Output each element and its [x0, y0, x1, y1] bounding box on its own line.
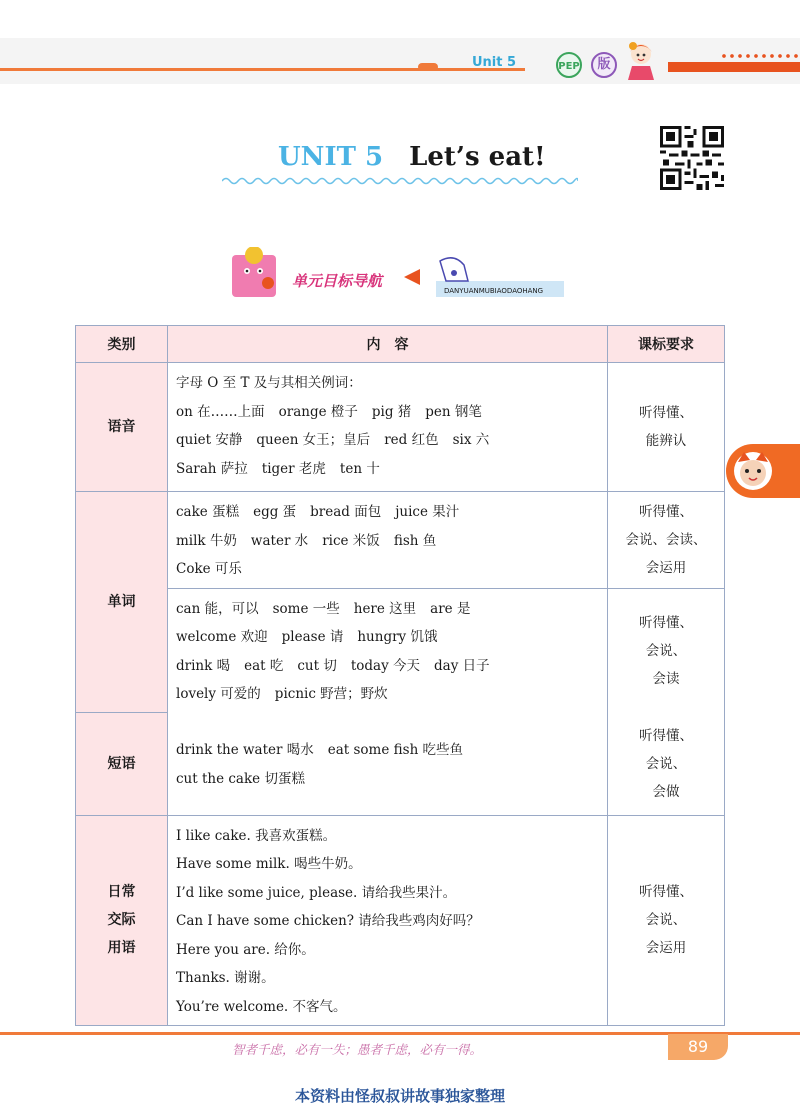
table-row — [76, 363, 725, 492]
words-content-2 — [168, 588, 608, 713]
goal-banner — [232, 247, 568, 309]
header-orange-bar — [668, 62, 800, 72]
list-item: I like cake. 我喜欢蛋糕。 — [176, 827, 337, 844]
list-item: Can I have some chicken? 请给我些鸡肉好吗？ — [176, 913, 480, 929]
page-number: 89 — [668, 1034, 728, 1060]
header-orange-line — [0, 68, 525, 71]
list-item: quiet 安静 queen 女王；皇后 red 红色 six 六 — [176, 432, 490, 448]
requirement-language: 听得懂、 能辨认 — [608, 363, 725, 492]
fox-face-icon — [732, 450, 774, 492]
requirement-words-2: 听得懂、 会说、 会读 — [608, 588, 725, 713]
unit-label: Unit 5 — [472, 55, 517, 70]
list-item: Have some milk. 喝些牛奶。 — [176, 856, 362, 872]
category-language: 语音 — [76, 363, 168, 492]
daily-content — [168, 815, 608, 1026]
checker-pattern-icon — [720, 52, 800, 62]
header-requirement: 课标要求 — [608, 326, 725, 363]
category-words: 单词 — [76, 492, 168, 713]
list-item: cut the cake 切蛋糕 — [176, 770, 305, 787]
category-phrases: 短语 — [76, 713, 168, 816]
list-item: cake 蛋糕 egg 蛋 bread 面包 juice 果汁 — [176, 504, 460, 520]
mascot-girl-icon — [620, 38, 662, 80]
page-title — [278, 142, 545, 172]
requirement-words-1: 听得懂、 会说、会读、 会运用 — [608, 492, 725, 589]
banner-title: 单元目标导航 — [292, 272, 383, 290]
language-content — [168, 363, 608, 492]
objectives-table — [75, 325, 725, 1026]
requirement-phrases: 听得懂、 会说、 会做 — [608, 713, 725, 816]
table-row — [76, 492, 725, 589]
list-item: can 能，可以 some 一些 here 这里 are 是 — [176, 600, 471, 617]
unit-number: UNIT 5 — [278, 142, 384, 172]
list-item: Sarah 萨拉 tiger 老虎 ten 十 — [176, 460, 380, 477]
list-item: on 在……上面 orange 橙子 pig 猪 pen 钢笔 — [176, 403, 482, 420]
unit-name: Let’s eat! — [409, 142, 546, 172]
list-item: I’d like some juice, please. 请给我些果汁。 — [176, 884, 457, 901]
header-category: 类别 — [76, 326, 168, 363]
edition-badge: 版 — [591, 52, 617, 78]
list-item: lovely 可爱的 picnic 野营；野炊 — [176, 686, 388, 702]
category-daily-expressions: 日常 交际 用语 — [76, 815, 168, 1026]
footer-proverb: 智者千虑，必有一失；愚者千虑，必有一得。 — [232, 1042, 483, 1057]
phrases-content — [168, 713, 608, 816]
requirement-daily: 听得懂、 会说、 会运用 — [608, 815, 725, 1026]
table-row — [76, 713, 725, 816]
pep-badge: PEP — [556, 52, 582, 78]
table-row — [76, 588, 725, 713]
list-item: welcome 欢迎 please 请 hungry 饥饿 — [176, 629, 438, 645]
credit-text: 本资料由怪叔叔讲故事独家整理 — [294, 1087, 505, 1105]
table-header-row — [76, 326, 725, 363]
qr-code-icon[interactable] — [660, 126, 724, 190]
banner-pinyin: DANYUANMUBIAODAOHANG — [444, 287, 544, 295]
arrow-icon — [418, 63, 438, 71]
list-item: Thanks. 谢谢。 — [176, 970, 275, 986]
table-row — [76, 815, 725, 1026]
header-band — [0, 38, 800, 84]
list-item: drink the water 喝水 eat some fish 吃些鱼 — [176, 742, 464, 758]
wave-divider — [222, 176, 578, 186]
list-item: Here you are. 给你。 — [176, 941, 315, 958]
list-item: 字母 O 至 T 及与其相关例词： — [176, 375, 362, 391]
list-item: Coke 可乐 — [176, 561, 242, 577]
list-item: You’re welcome. 不客气。 — [176, 998, 347, 1015]
list-item: drink 喝 eat 吃 cut 切 today 今天 day 日子 — [176, 657, 490, 674]
list-item: milk 牛奶 water 水 rice 米饭 fish 鱼 — [176, 532, 437, 549]
words-content-1 — [168, 492, 608, 589]
header-content: 内 容 — [168, 326, 608, 363]
